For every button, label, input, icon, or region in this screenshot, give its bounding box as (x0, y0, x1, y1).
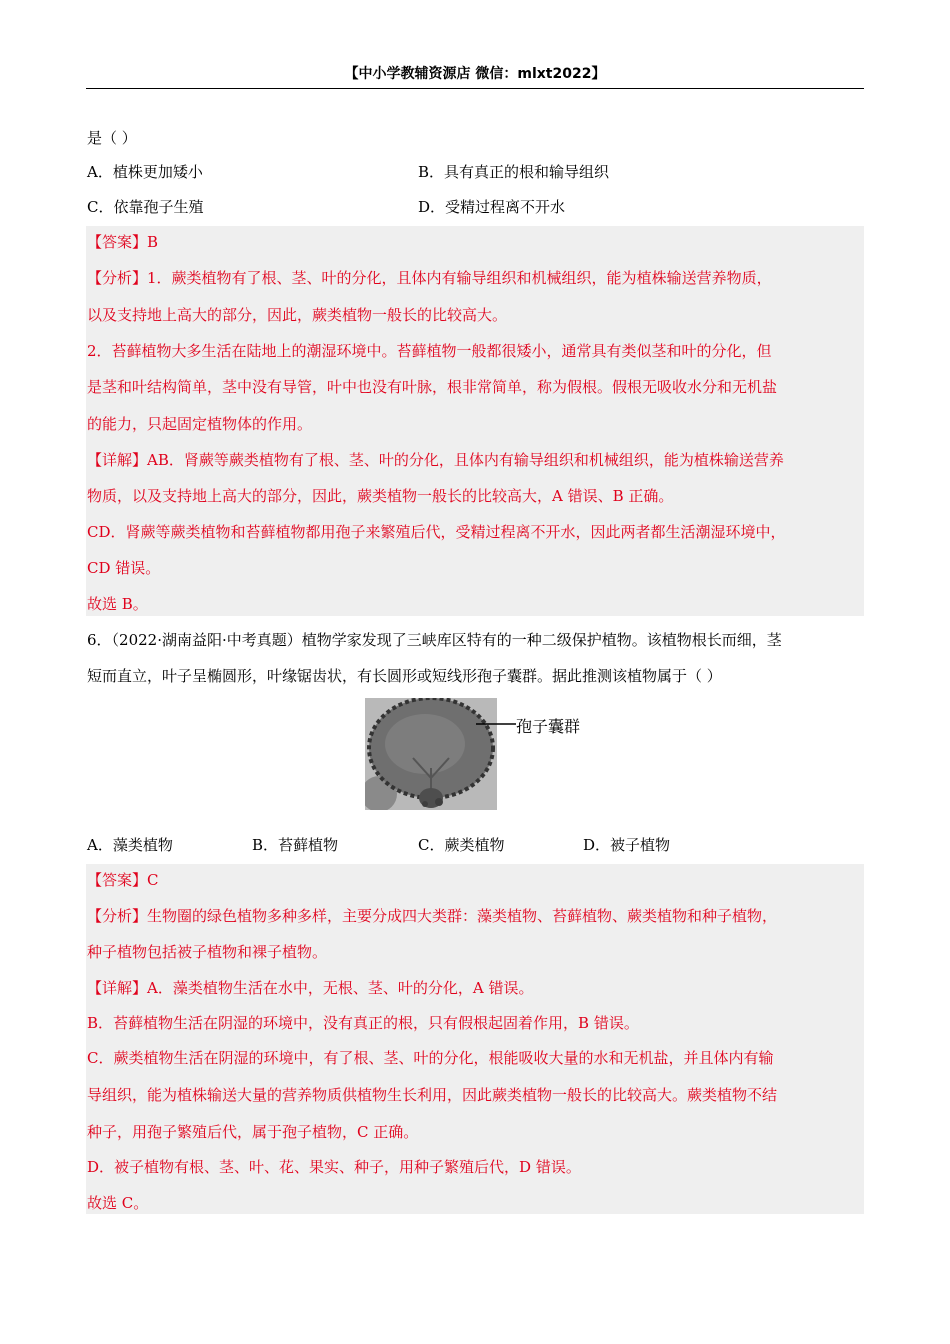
q6-option-d: D．被子植物 (583, 836, 671, 854)
q6-detail-line: 种子，用孢子繁殖后代，属于孢子植物，C 正确。 (87, 1123, 419, 1141)
q6-option-a: A．藻类植物 (87, 836, 173, 854)
q5-analysis-line: 2．苔藓植物大多生活在陆地上的潮湿环境中。苔藓植物一般都很矮小，通常具有类似茎和叶的分化，但 (87, 342, 772, 360)
label-pointer-line (476, 722, 516, 726)
q5-answer: 【答案】B (87, 233, 159, 251)
q5-conclusion: 故选 B。 (87, 595, 148, 613)
q5-detail-line: 【详解】AB．肾蕨等蕨类植物有了根、茎、叶的分化，且体内有输导组织和机械组织，能为植株输送营养 (87, 451, 784, 469)
fern-leaf-photo (365, 698, 497, 810)
q5-stem-tail: 是（ ） (87, 129, 137, 147)
q6-option-b: B．苔藓植物 (252, 836, 339, 854)
q5-detail-line: CD．肾蕨等蕨类植物和苔藓植物都用孢子来繁殖后代，受精过程离不开水，因此两者都生活潮湿环境中， (87, 523, 786, 541)
fern-leaf-illustration (365, 698, 497, 810)
q6-conclusion: 故选 C。 (87, 1194, 149, 1212)
q6-detail-line: 【详解】A．藻类植物生活在水中，无根、茎、叶的分化，A 错误。 (87, 979, 534, 997)
q6-stem-line: 短而直立，叶子呈椭圆形，叶缘锯齿状，有长圆形或短线形孢子囊群。据此推测该植物属于（ ） (87, 667, 722, 685)
q5-detail-line: 物质，以及支持地上高大的部分，因此，蕨类植物一般长的比较高大，A 错误、B 正确。 (87, 487, 674, 505)
q6-detail-line: 导组织，能为植株输送大量的营养物质供植物生长利用，因此蕨类植物一般长的比较高大。蕨类植物不结 (87, 1086, 778, 1104)
figure-label: 孢子囊群 (516, 717, 581, 736)
q6-stem-line: 6．（2022·湖南益阳·中考真题）植物学家发现了三峡库区特有的一种二级保护植物。该植物根长而细，茎 (87, 631, 782, 649)
q5-analysis-line: 【分析】1．蕨类植物有了根、茎、叶的分化，且体内有输导组织和机械组织，能为植株输送营养物质， (87, 269, 772, 287)
q5-option-c: C．依靠孢子生殖 (87, 198, 204, 216)
q5-option-a: A．植株更加矮小 (87, 163, 203, 181)
q6-detail-line: C．蕨类植物生活在阴湿的环境中，有了根、茎、叶的分化，根能吸收大量的水和无机盐，并且体内有输 (87, 1049, 774, 1067)
q5-detail-line: CD 错误。 (87, 559, 161, 577)
q6-analysis-line: 种子植物包括被子植物和裸子植物。 (87, 943, 328, 961)
q5-option-d: D．受精过程离不开水 (418, 198, 566, 216)
q6-option-c: C．蕨类植物 (418, 836, 505, 854)
q6-detail-line: B．苔藓植物生活在阴湿的环境中，没有真正的根，只有假根起固着作用，B 错误。 (87, 1014, 639, 1032)
q6-detail-line: D．被子植物有根、茎、叶、花、果实、种子，用种子繁殖后代，D 错误。 (87, 1158, 581, 1176)
q6-answer: 【答案】C (87, 871, 159, 889)
q5-analysis-line: 是茎和叶结构简单，茎中没有导管，叶中也没有叶脉，根非常简单，称为假根。假根无吸收水分和无机盐 (87, 378, 778, 396)
q5-option-b: B．具有真正的根和输导组织 (418, 163, 610, 181)
page-header: 【中小学教辅资源店 微信：mlxt2022】 (86, 64, 864, 89)
q5-analysis-line: 以及支持地上高大的部分，因此，蕨类植物一般长的比较高大。 (87, 306, 508, 324)
q5-analysis-line: 的能力，只起固定植物体的作用。 (87, 415, 313, 433)
q6-analysis-line: 【分析】生物圈的绿色植物多种多样，主要分成四大类群：藻类植物、苔藓植物、蕨类植物和种子植物， (87, 907, 778, 925)
